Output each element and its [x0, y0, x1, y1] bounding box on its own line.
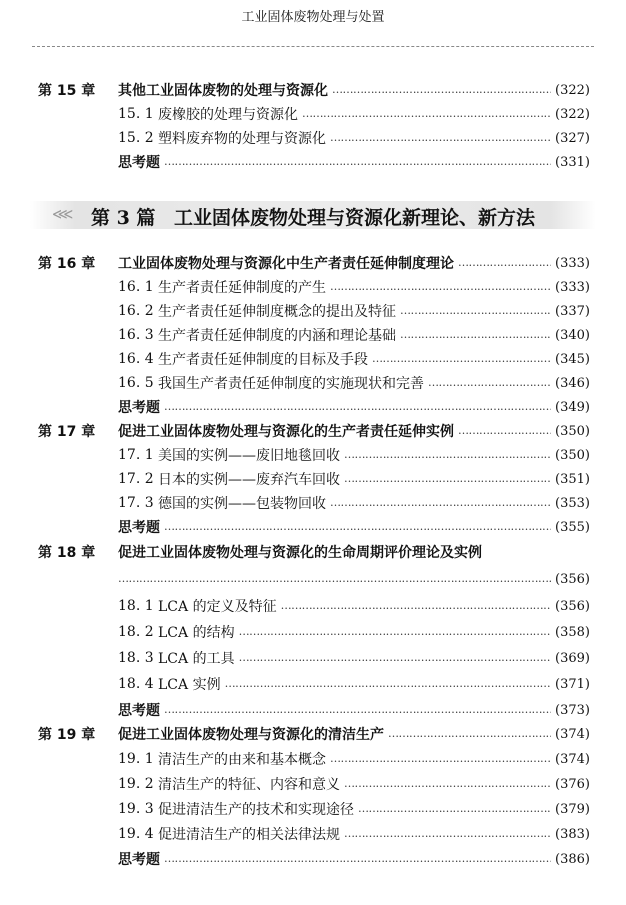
dot-leader	[330, 752, 551, 766]
section-title: 美国的实例——废旧地毯回收	[158, 448, 340, 464]
dot-leader	[302, 107, 551, 121]
page-number: (331)	[555, 154, 590, 170]
page-number: (345)	[555, 351, 590, 367]
chapter-number: 第 18 章	[38, 545, 96, 561]
page-number: (340)	[555, 327, 590, 343]
chapter-number: 第 16 章	[38, 256, 96, 272]
section-title: 塑料废弃物的处理与资源化	[158, 131, 326, 147]
page-number: (355)	[555, 519, 590, 535]
page-number: (327)	[555, 130, 590, 146]
section-title: 生产者责任延伸制度的产生	[158, 280, 326, 296]
dot-leader	[281, 599, 551, 613]
toc-chapter-16[interactable]	[38, 252, 590, 274]
dot-leader	[400, 304, 551, 318]
dot-leader	[239, 651, 551, 665]
toc-chapter-17[interactable]	[38, 420, 590, 442]
chapter-title: 其他工业固体废物的处理与资源化	[118, 83, 328, 99]
toc-section-19-1[interactable]	[118, 748, 590, 770]
toc-section-16-3[interactable]	[118, 324, 590, 346]
section-title: 生产者责任延伸制度的内涵和理论基础	[158, 328, 396, 344]
toc-section-18-4[interactable]	[118, 673, 590, 695]
chapter-title: 工业固体废物处理与资源化中生产者责任延伸制度理论	[118, 256, 454, 272]
section-number: 17. 2	[118, 471, 154, 487]
dot-leader	[458, 256, 551, 270]
chapter-number: 第 17 章	[38, 424, 96, 440]
part-heading[interactable]	[30, 203, 596, 230]
section-number: 16. 2	[118, 303, 154, 319]
toc-section-16-5[interactable]	[118, 372, 590, 394]
dot-leader	[358, 802, 551, 816]
running-head: 工业固体废物处理与处置	[241, 10, 385, 25]
page-number: (350)	[555, 423, 590, 439]
section-title: 促进清洁生产的技术和实现途径	[158, 802, 354, 818]
section-number: 18. 3	[118, 650, 154, 666]
section-number: 16. 5	[118, 375, 154, 391]
section-title: 日本的实例——废弃汽车回收	[158, 472, 340, 488]
toc-section-16-1[interactable]	[118, 276, 590, 298]
toc-section-16-2[interactable]	[118, 300, 590, 322]
page-number: (379)	[555, 801, 590, 817]
section-title: LCA 实例	[158, 677, 221, 693]
page-number: (349)	[555, 399, 590, 415]
page-number: (358)	[555, 624, 590, 640]
section-number: 17. 1	[118, 447, 154, 463]
toc-chapter-18-continuation[interactable]	[118, 568, 590, 590]
dot-leader	[332, 83, 551, 97]
toc-chapter-15[interactable]	[38, 79, 590, 101]
header-rule	[32, 46, 594, 47]
toc-questions-19[interactable]	[118, 848, 590, 870]
chapter-number: 第 19 章	[38, 727, 96, 743]
dot-leader	[388, 727, 551, 741]
section-title: 生产者责任延伸制度的目标及手段	[158, 352, 368, 368]
section-number: 15. 1	[118, 106, 154, 122]
part-banner	[30, 197, 596, 233]
dot-leader	[164, 520, 551, 534]
dot-leader	[344, 827, 551, 841]
page-number: (333)	[555, 279, 590, 295]
ornament-icon: ⋘	[52, 205, 76, 223]
dot-leader	[239, 625, 551, 639]
toc-section-18-1[interactable]	[118, 595, 590, 617]
section-number: 16. 3	[118, 327, 154, 343]
section-title: 我国生产者责任延伸制度的实施现状和完善	[158, 376, 424, 392]
page-number: (353)	[555, 495, 590, 511]
dot-leader	[428, 376, 551, 390]
toc-section-17-3[interactable]	[118, 492, 590, 514]
section-title: LCA 的工具	[158, 651, 235, 667]
section-number: 18. 2	[118, 624, 154, 640]
dot-leader	[164, 155, 551, 169]
questions-label: 思考题	[118, 155, 160, 171]
section-number: 15. 2	[118, 130, 154, 146]
section-title: 生产者责任延伸制度概念的提出及特征	[158, 304, 396, 320]
dot-leader	[225, 677, 551, 691]
toc-section-19-4[interactable]	[118, 823, 590, 845]
page-number: (351)	[555, 471, 590, 487]
section-title: 废橡胶的处理与资源化	[158, 107, 298, 123]
page-number: (350)	[555, 447, 590, 463]
part-label: 第 3 篇	[90, 207, 156, 229]
toc-section-18-3[interactable]	[118, 647, 590, 669]
page-number: (386)	[555, 851, 590, 867]
toc-questions-18[interactable]	[118, 699, 590, 721]
chapter-number: 第 15 章	[38, 83, 96, 99]
dot-leader	[330, 496, 551, 510]
section-title: 德国的实例——包装物回收	[158, 496, 326, 512]
page-number: (371)	[555, 676, 590, 692]
toc-section-17-2[interactable]	[118, 468, 590, 490]
page-number: (337)	[555, 303, 590, 319]
toc-questions-17[interactable]	[118, 516, 590, 538]
section-number: 18. 4	[118, 676, 154, 692]
page-number: (376)	[555, 776, 590, 792]
section-title: 促进清洁生产的相关法律法规	[158, 827, 340, 843]
section-number: 18. 1	[118, 598, 154, 614]
toc-chapter-18[interactable]	[38, 541, 590, 563]
toc-section-18-2[interactable]	[118, 621, 590, 643]
dot-leader	[330, 280, 551, 294]
section-number: 17. 3	[118, 495, 154, 511]
section-title: LCA 的定义及特征	[158, 599, 277, 615]
chapter-title: 促进工业固体废物处理与资源化的生命周期评价理论及实例	[118, 545, 482, 561]
questions-label: 思考题	[118, 400, 160, 416]
toc-section-15-2[interactable]	[118, 127, 590, 149]
toc-chapter-19[interactable]	[38, 723, 590, 745]
section-number: 16. 4	[118, 351, 154, 367]
page-number: (322)	[555, 82, 590, 98]
dot-leader	[164, 852, 551, 866]
section-number: 19. 4	[118, 826, 154, 842]
section-number: 19. 2	[118, 776, 154, 792]
dot-leader	[118, 572, 551, 586]
section-title: 清洁生产的特征、内容和意义	[158, 777, 340, 793]
page-number: (373)	[555, 702, 590, 718]
questions-label: 思考题	[118, 852, 160, 868]
dot-leader	[164, 400, 551, 414]
dot-leader	[330, 131, 551, 145]
toc-section-19-2[interactable]	[118, 773, 590, 795]
questions-label: 思考题	[118, 703, 160, 719]
page-number: (369)	[555, 650, 590, 666]
section-title: 清洁生产的由来和基本概念	[158, 752, 326, 768]
part-title: 工业固体废物处理与资源化新理论、新方法	[174, 207, 536, 229]
dot-leader	[344, 777, 551, 791]
chapter-title: 促进工业固体废物处理与资源化的生产者责任延伸实例	[118, 424, 454, 440]
page-number: (346)	[555, 375, 590, 391]
dot-leader	[164, 703, 551, 717]
section-number: 16. 1	[118, 279, 154, 295]
page-number: (333)	[555, 255, 590, 271]
toc-section-16-4[interactable]	[118, 348, 590, 370]
questions-label: 思考题	[118, 520, 160, 536]
page-number: (356)	[555, 598, 590, 614]
toc-section-19-3[interactable]	[118, 798, 590, 820]
dot-leader	[458, 424, 551, 438]
toc-section-15-1[interactable]	[118, 103, 590, 125]
toc-questions-15[interactable]	[118, 151, 590, 173]
toc-questions-16[interactable]	[118, 396, 590, 418]
page-number: (374)	[555, 726, 590, 742]
dot-leader	[344, 472, 551, 486]
dot-leader	[372, 352, 551, 366]
section-number: 19. 3	[118, 801, 154, 817]
page-number: (356)	[555, 571, 590, 587]
page-number: (383)	[555, 826, 590, 842]
toc-section-17-1[interactable]	[118, 444, 590, 466]
page-number: (322)	[555, 106, 590, 122]
chapter-title: 促进工业固体废物处理与资源化的清洁生产	[118, 727, 384, 743]
section-number: 19. 1	[118, 751, 154, 767]
dot-leader	[400, 328, 551, 342]
page-number: (374)	[555, 751, 590, 767]
section-title: LCA 的结构	[158, 625, 235, 641]
dot-leader	[344, 448, 551, 462]
